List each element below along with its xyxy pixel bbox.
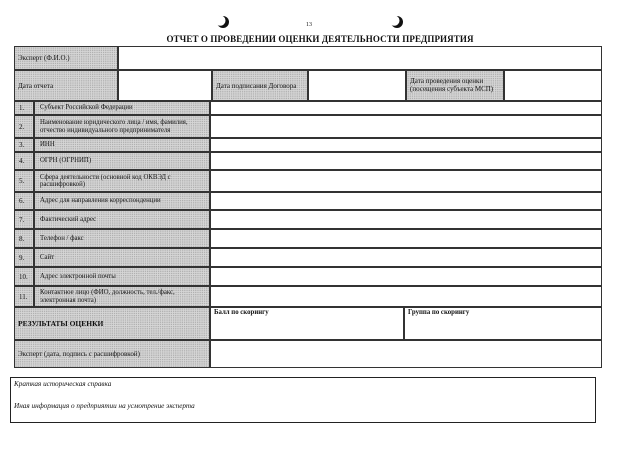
assessment-date-field[interactable]: [504, 70, 602, 101]
row-value-field[interactable]: [210, 210, 602, 229]
contract-date-field[interactable]: [308, 70, 406, 101]
row-number: 5.: [14, 170, 34, 192]
row-label: ИНН: [34, 138, 210, 152]
row-number: 10.: [14, 267, 34, 286]
row-label: Фактический адрес: [34, 210, 210, 229]
punch-hole-mark-right: [390, 15, 404, 29]
expert-signature-label: Эксперт (дата, подпись с расшифровкой): [14, 340, 210, 368]
row-number: 7.: [14, 210, 34, 229]
row-number: 8.: [14, 229, 34, 248]
report-title: ОТЧЕТ О ПРОВЕДЕНИИ ОЦЕНКИ ДЕЯТЕЛЬНОСТИ ПРЕДПРИЯТИЯ: [166, 34, 474, 44]
group-label: Группа по скорингу: [408, 309, 470, 316]
row-value-field[interactable]: [210, 229, 602, 248]
row-number: 2.: [14, 115, 34, 138]
history-label: Краткая историческая справка: [14, 380, 112, 388]
row-value-field[interactable]: [210, 248, 602, 267]
row-value-field[interactable]: [210, 138, 602, 152]
row-value-field[interactable]: [210, 170, 602, 192]
row-value-field[interactable]: [210, 152, 602, 170]
row-number: 9.: [14, 248, 34, 267]
punch-hole-mark-left: [216, 15, 230, 29]
row-number: 4.: [14, 152, 34, 170]
assessment-date-label: Дата проведения оценки (посещения субъекта МСП): [406, 70, 504, 101]
expert-signature-field[interactable]: [210, 340, 602, 368]
expert-field[interactable]: [118, 46, 602, 70]
contract-date-label: Дата подписания Договора: [212, 70, 308, 101]
row-label: Субъект Российской Федерации: [34, 101, 210, 115]
page-number: 13: [306, 22, 312, 28]
score-label: Балл по скорингу: [214, 309, 269, 316]
row-label: ОГРН (ОГРНИП): [34, 152, 210, 170]
row-value-field[interactable]: [210, 267, 602, 286]
row-label: Контактное лицо (ФИО, должность, тел./факс, электронная почта): [34, 286, 210, 307]
report-date-field[interactable]: [118, 70, 212, 101]
row-value-field[interactable]: [210, 101, 602, 115]
other-info-label: Иная информация о предприятии на усмотрение эксперта: [14, 402, 195, 410]
row-label: Адрес для направления корреспонденции: [34, 192, 210, 210]
row-value-field[interactable]: [210, 192, 602, 210]
row-label: Адрес электронной почты: [34, 267, 210, 286]
row-label: Сфера деятельности (основной код ОКВЭД с расшифровкой): [34, 170, 210, 192]
row-label: Сайт: [34, 248, 210, 267]
report-date-label: Дата отчета: [14, 70, 118, 101]
expert-label: Эксперт (Ф.И.О.): [14, 46, 118, 70]
row-number: 11.: [14, 286, 34, 307]
results-label: РЕЗУЛЬТАТЫ ОЦЕНКИ: [14, 307, 210, 340]
group-cell[interactable]: [404, 307, 602, 340]
row-label: Наименование юридического лица / имя, фамилия, отчество индивидуального предпринимателя: [34, 115, 210, 138]
row-number: 1.: [14, 101, 34, 115]
row-value-field[interactable]: [210, 115, 602, 138]
score-cell[interactable]: [210, 307, 404, 340]
row-value-field[interactable]: [210, 286, 602, 307]
row-number: 6.: [14, 192, 34, 210]
row-label: Телефон / факс: [34, 229, 210, 248]
row-number: 3.: [14, 138, 34, 152]
